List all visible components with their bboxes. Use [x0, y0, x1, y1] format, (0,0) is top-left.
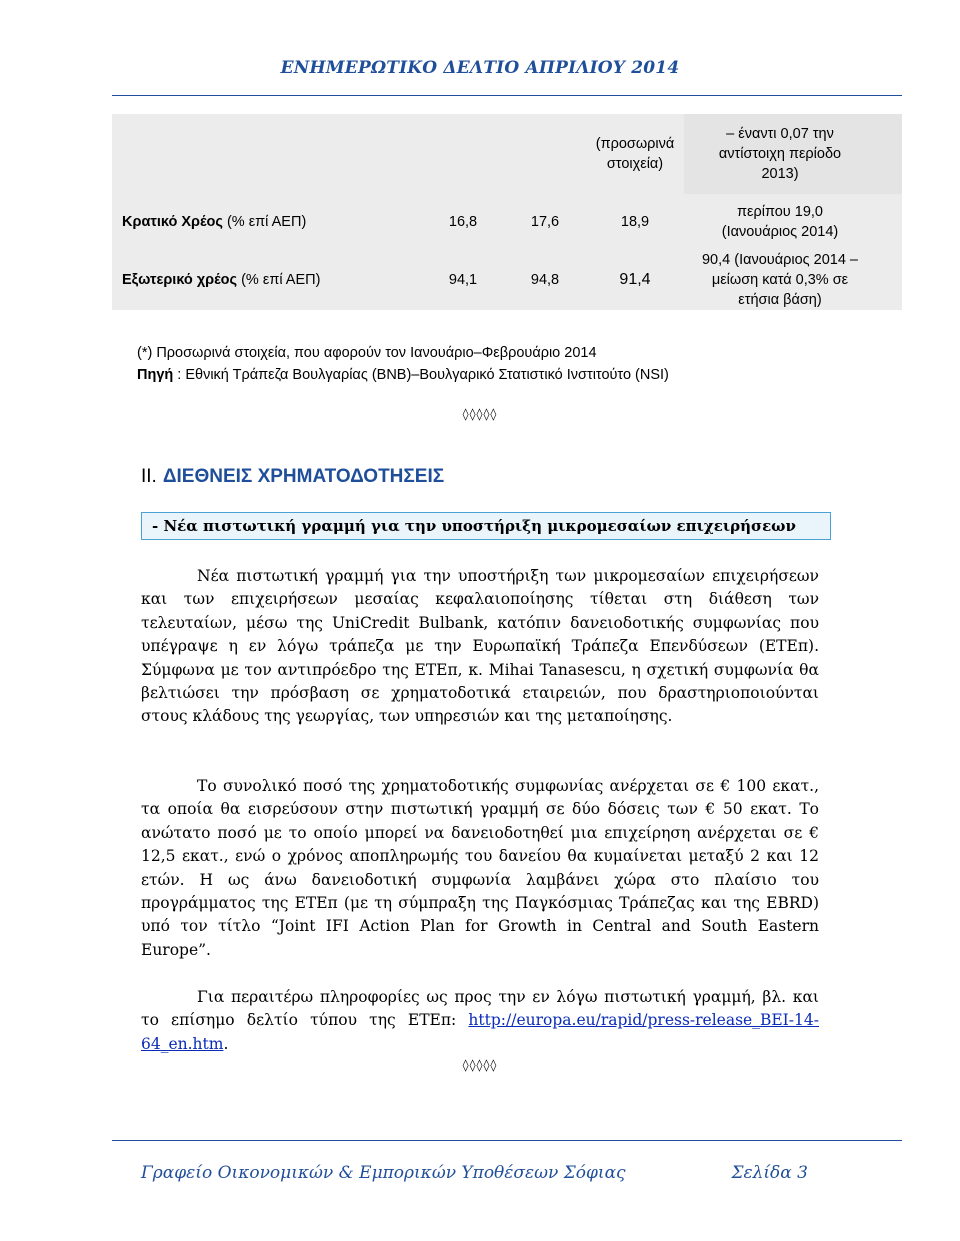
table-cell: [422, 114, 504, 194]
page-number: Σελίδα 3: [731, 1163, 808, 1183]
table-cell: 16,8: [448, 214, 478, 230]
paragraph-2: Το συνολικό ποσό της χρηματοδοτικής συμφωνίας ανέρχεται σε € 100 εκατ., τα οποία θα εισρεύσουν στην πιστωτική γραμμή σε δύο δόσεις των € 50 εκατ. Το ανώτατο ποσό με το οποίο μπορεί να δανειοδοτηθεί μια επιχείρηση ανέρχεται σε € 12,5 εκατ., ενώ ο χρόνος αποπληρωμής του δανείου θα κυμαίνεται μεταξύ 2 και 12 ετών. Η ως άνω δανειοδοτική συμφωνία λαμβάνει χώρα στο πλαίσιο του προγράμματος της ΕΤΕπ (με τη σύμπραξη της Παγκόσμιας Τράπεζας και της EBRD) υπό τον τίτλο “Joint IFI Action Plan for Growth in Central and South Eastern Europe”.: [141, 777, 819, 959]
paragraph-3: Για περαιτέρω πληροφορίες ως προς την εν λόγω πιστωτική γραμμή, βλ. και το επίσημο δελτίο τύπου της ΕΤΕπ: http://europa.eu/rapid/press-release_BEI-14-64_en.htm.: [141, 988, 819, 1053]
table-cell: 94,1: [448, 272, 478, 288]
table-cell-note: περίπου 19,0 (Ιανουάριος 2014): [721, 204, 839, 240]
table-cell: 17,6: [530, 214, 560, 230]
table-cell: 18,9: [620, 214, 650, 230]
table-row: [112, 194, 902, 250]
press-release-link[interactable]: http://europa.eu/rapid/press-release_BEI-14-64_en.htm: [141, 1011, 819, 1053]
column-header-provisional: (προσωρινά στοιχεία): [595, 136, 675, 172]
paragraph-1: Νέα πιστωτική γραμμή για την υποστήριξη των μικρομεσαίων επιχειρήσεων και των επιχειρήσεων μεσαίας κεφαλαιοποίησης τίθεται στη διάθεση των τελευταίων, μέσω της UniCredit Bulbank, κατόπιν δανειοδοτικής συμφωνίας που υπέγραψε η εν λόγω τράπεζα με την Ευρωπαϊκή Τράπεζα Επενδύσεων (ΕΤΕπ). Σύμφωνα με τον αντιπρόεδρο της ΕΤΕπ, κ. Mihai Tanasescu, η σχετική συμφωνία θα βελτιώσει την πρόσβαση σε χρηματοδοτικά εταιρειών, που δραστηριοποιούνται στους κλάδους της γεωργίας, των υπηρεσιών και της μεταποίησης.: [141, 567, 819, 726]
section-heading: [141, 466, 444, 488]
column-header-note: – έναντι 0,07 την αντίστοιχη περίοδο 2013): [684, 114, 902, 194]
footnote-source: Πηγή : Εθνική Τράπεζα Βουλγαρίας (BNB)–Βουλγαρικό Στατιστικό Ινστιτούτο (NSI): [137, 367, 669, 383]
document-header-title: ΕΝΗΜΕΡΩΤΙΚΟ ΔΕΛΤΙΟ ΑΠΡΙΛΙΟΥ 2014: [280, 58, 680, 78]
footer-office: Γραφείο Οικονομικών & Εμπορικών Υποθέσεων Σόφιας: [141, 1163, 626, 1183]
table-cell: 91,4: [619, 271, 651, 288]
section-title: ΔΙΕΘΝΕΙΣ ΧΡΗΜΑΤΟΔΟΤΗΣΕΙΣ: [162, 466, 445, 487]
table-header-row: [112, 114, 902, 194]
subheading-box: - Νέα πιστωτική γραμμή για την υποστήριξη μικρομεσαίων επιχειρήσεων: [141, 512, 831, 540]
table-cell: [112, 114, 422, 194]
row-label: Κρατικό Χρέος (% επί ΑΕΠ): [122, 214, 307, 230]
end-separator: ◊◊◊◊◊: [462, 1058, 498, 1072]
table-row: [112, 250, 902, 310]
section-number: ΙΙ.: [141, 466, 157, 487]
row-label: Εξωτερικό χρέος (% επί ΑΕΠ): [122, 272, 321, 288]
header-divider: [112, 95, 902, 96]
section-separator: ◊◊◊◊◊: [462, 407, 498, 421]
table-cell: 94,8: [530, 272, 560, 288]
table-cell-note: 90,4 (Ιανουάριος 2014 – μείωση κατά 0,3% σε ετήσια βάση): [701, 252, 859, 308]
statistics-table: [112, 114, 902, 310]
table-cell: [504, 114, 586, 194]
footnote-provisional: (*) Προσωρινά στοιχεία, που αφορούν τον Ιανουάριο–Φεβρουάριο 2014: [137, 345, 597, 361]
table-footnote: [137, 342, 669, 386]
footer-divider: [112, 1140, 902, 1141]
